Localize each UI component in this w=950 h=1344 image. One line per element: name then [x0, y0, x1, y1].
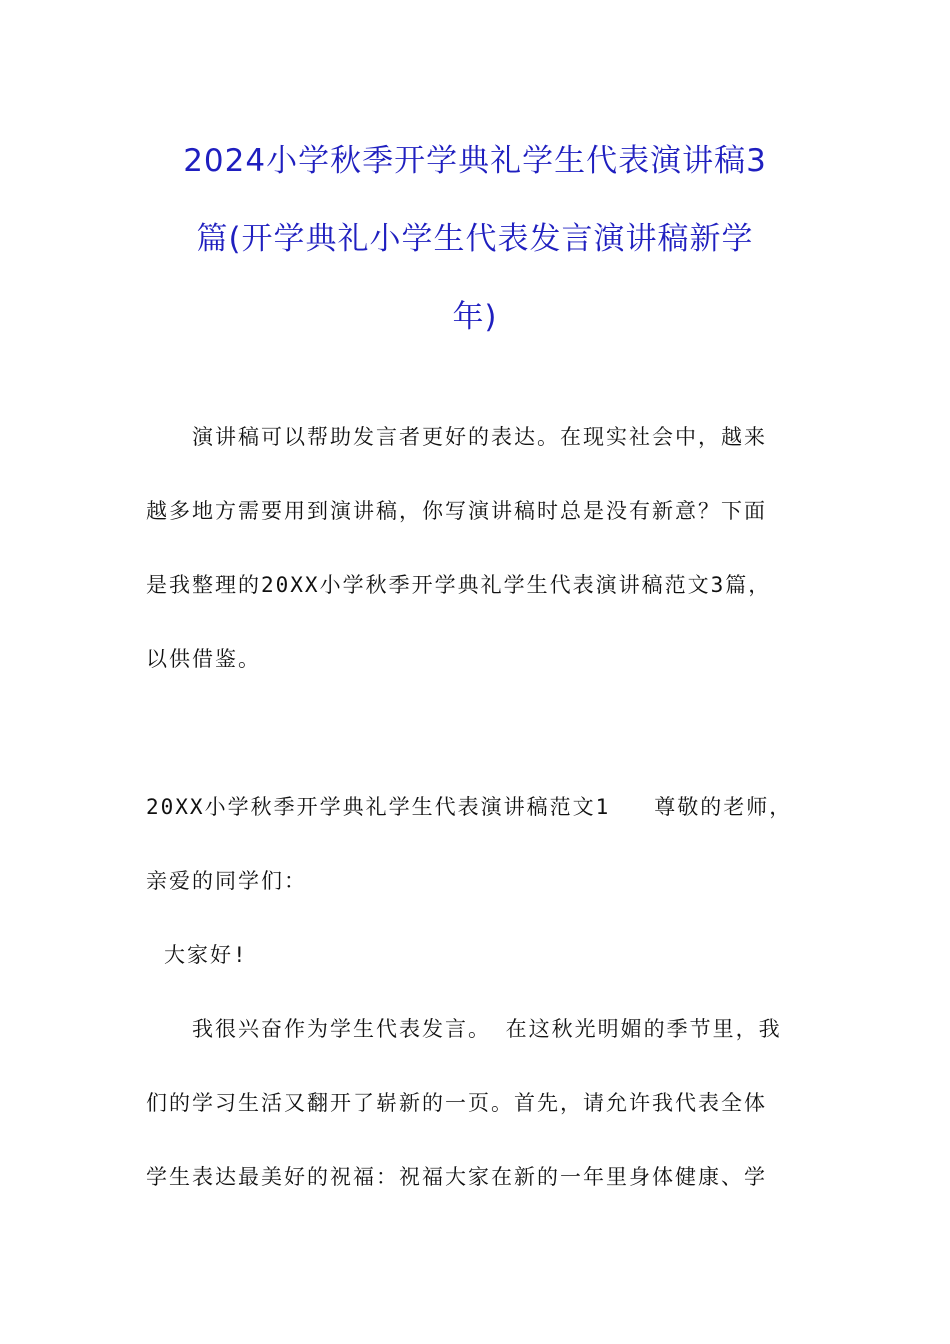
salutation-students: 亲爱的同学们： [146, 869, 307, 893]
speech-line: 我很兴奋作为学生代表发言。 在这秋光明媚的季节里，我 [192, 1017, 782, 1041]
intro-line: 是我整理的20XX小学秋季开学典礼学生代表演讲稿范文3篇， [146, 573, 772, 597]
section-heading-line [146, 770, 816, 844]
intro-line: 以供借鉴。 [146, 647, 261, 671]
intro-line: 演讲稿可以帮助发言者更好的表达。在现实社会中，越来 [192, 425, 767, 449]
intro-paragraph [146, 400, 816, 696]
title-line: 篇(开学典礼小学生代表发言演讲稿新学 [196, 221, 754, 257]
title-line: 年) [452, 299, 498, 335]
document-title [150, 122, 800, 356]
salutation-teachers: 尊敬的老师， [654, 795, 793, 819]
section-heading: 20XX小学秋季开学典礼学生代表演讲稿范文1 [146, 795, 611, 819]
speech-section [146, 770, 816, 1214]
greeting: 大家好! [164, 943, 248, 967]
intro-line: 越多地方需要用到演讲稿，你写演讲稿时总是没有新意？下面 [146, 499, 767, 523]
speech-line: 学生表达最美好的祝福：祝福大家在新的一年里身体健康、学 [146, 1165, 767, 1189]
speech-line: 们的学习生活又翻开了崭新的一页。首先，请允许我代表全体 [146, 1091, 767, 1115]
title-line: 2024小学秋季开学典礼学生代表演讲稿3 [183, 143, 767, 179]
